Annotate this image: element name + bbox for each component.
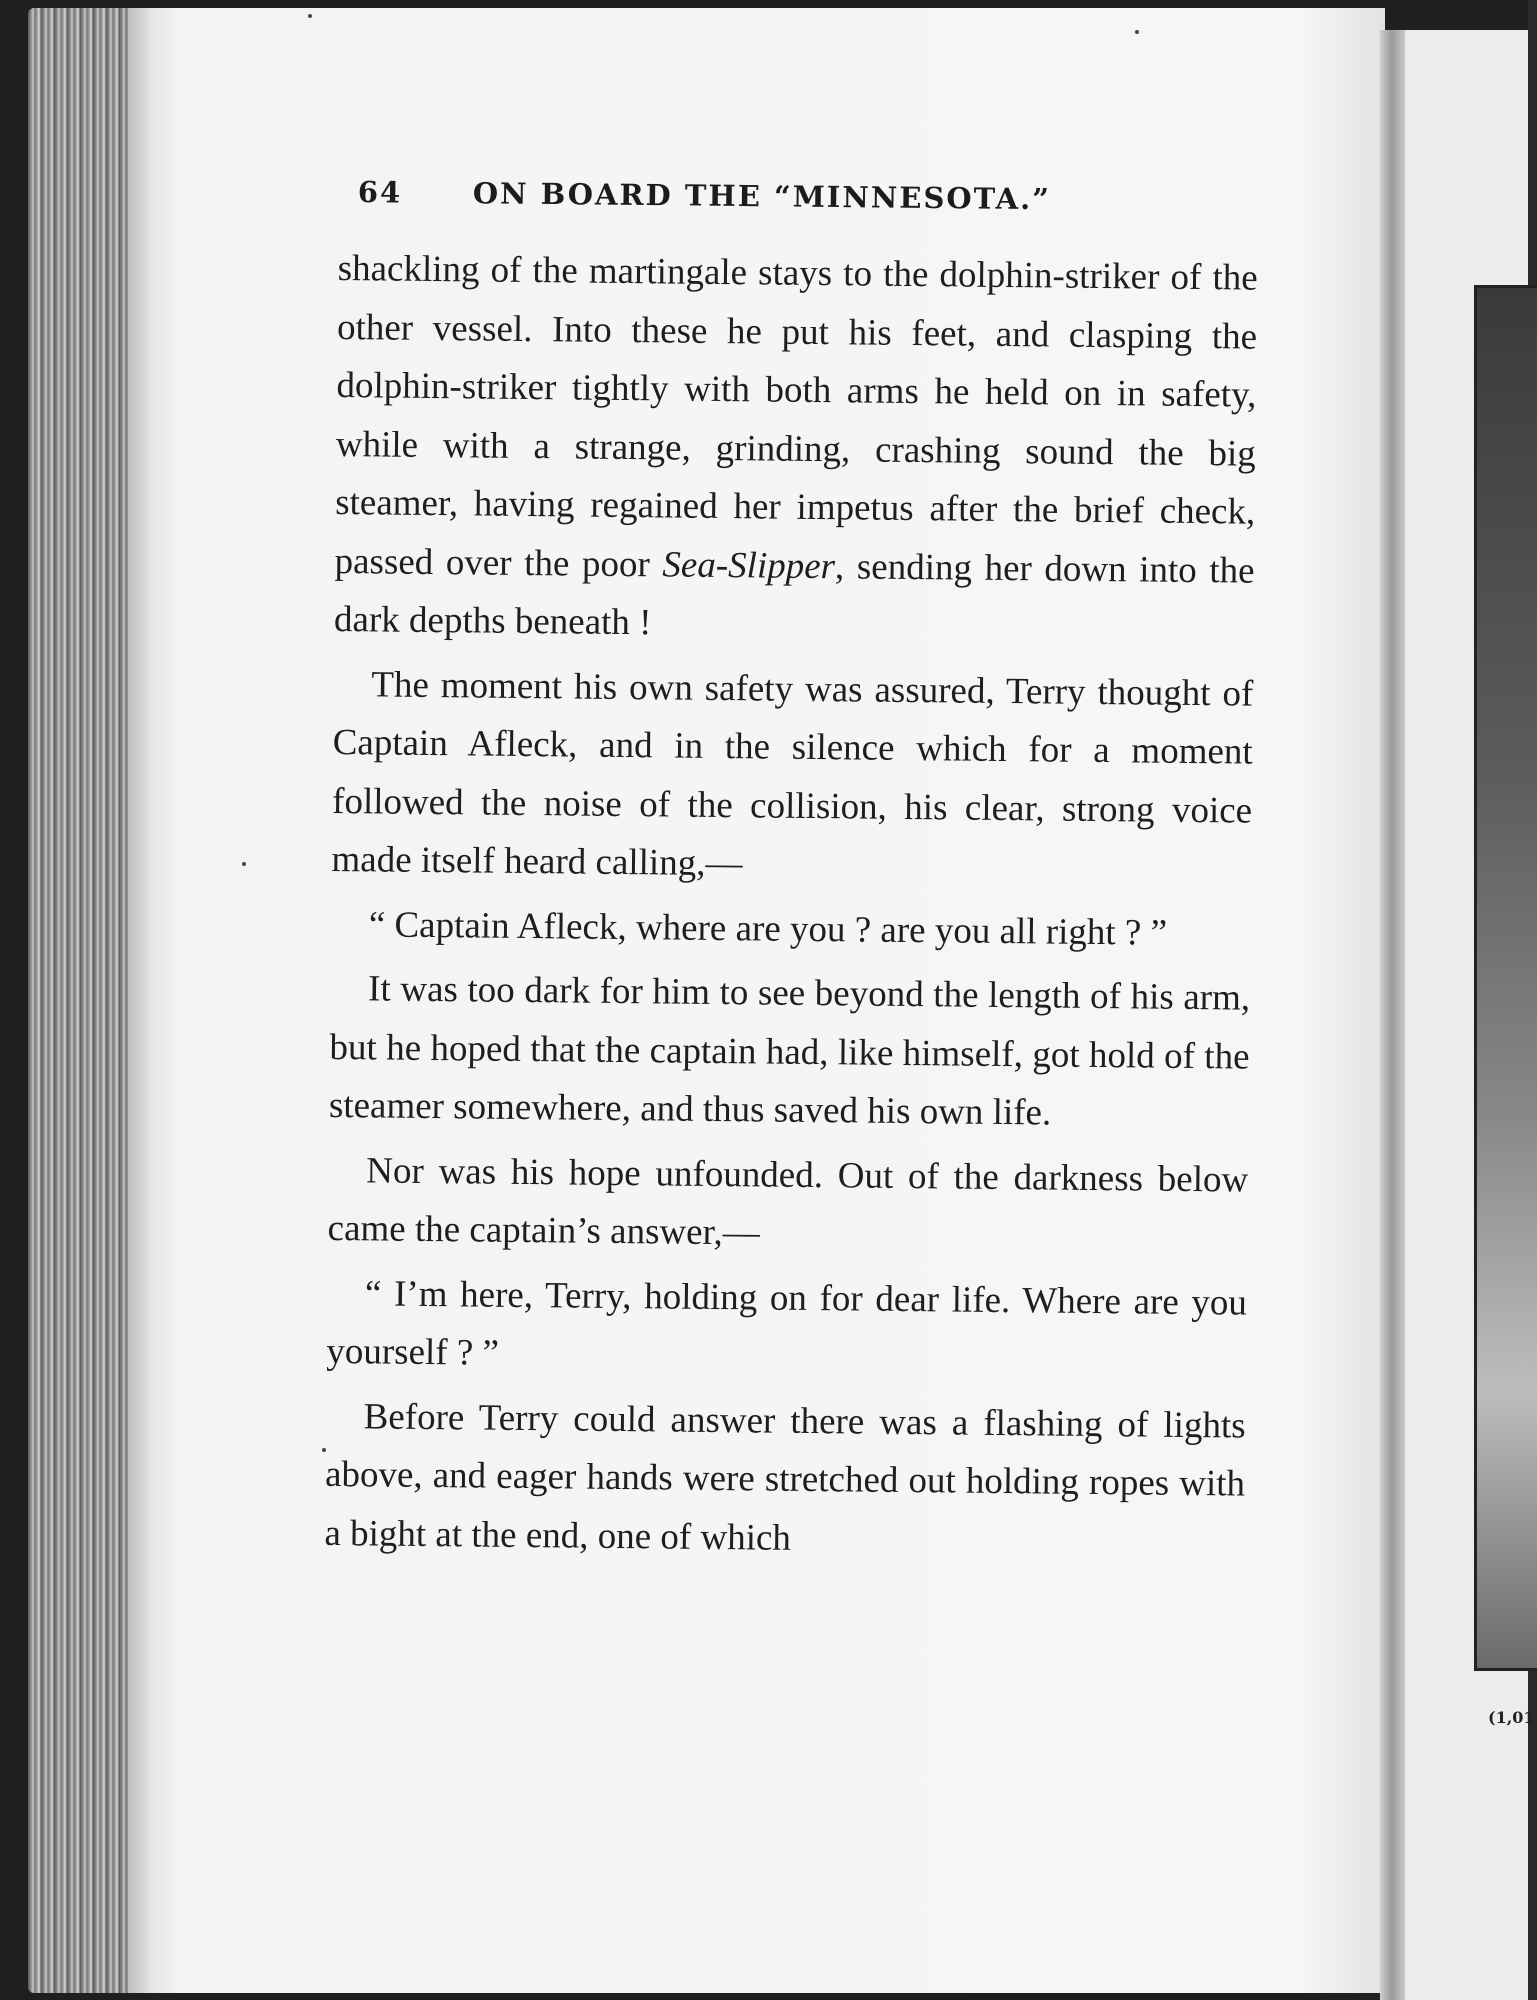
paragraph-text: , sending her down into the dark depths beneath ! <box>333 545 1255 644</box>
speck <box>1135 30 1139 34</box>
paragraph: Nor was his hope unfounded. Out of the darkness below came the captain’s answer,— <box>327 1149 1249 1254</box>
paragraph-text: shackling of the martingale stays to the dolphin-striker of the other vessel. Into these he put his feet, and clasping the dolphin-striker tightly with both arms he held on in safety, while with a strange, grinding, crashing sound the big steamer, having regained her impetus after the brief check, passed over the poor <box>334 247 1258 585</box>
paragraph: It was too dark for him to see beyond the length of his arm, but he hoped that the captain had, like himself, got hold of the steamer somewhere, and thus saved his own life. <box>328 968 1251 1134</box>
page-edges <box>28 8 158 1993</box>
running-head-title: ON BOARD THE “MINNESOTA.” <box>472 176 1052 217</box>
paragraph: Before Terry could answer there was a flashing of lights above, and eager hands were stretched out holding ropes with a bight at the end, one of which <box>324 1395 1246 1559</box>
facing-illustration-plate <box>1474 285 1537 1671</box>
body-text <box>324 240 1258 1579</box>
paragraph: “ I’m here, Terry, holding on for dear life. Where are you yourself ? ” <box>326 1272 1248 1374</box>
speck <box>308 14 312 18</box>
page-number: 64 <box>357 175 403 210</box>
ship-name: Sea-Slipper <box>662 543 836 587</box>
paragraph: “ Captain Afleck, where are you ? are you all right ? ” <box>368 903 1168 954</box>
paragraph <box>334 240 1258 659</box>
paragraph: The moment his own safety was assured, Terry thought of Captain Afleck, and in the silence which for a moment followed the noise of the collision, his clear, strong voice made itself heard calling,— <box>331 663 1254 885</box>
speck <box>242 862 246 866</box>
facing-caption: (1,01 <box>1488 1708 1535 1727</box>
